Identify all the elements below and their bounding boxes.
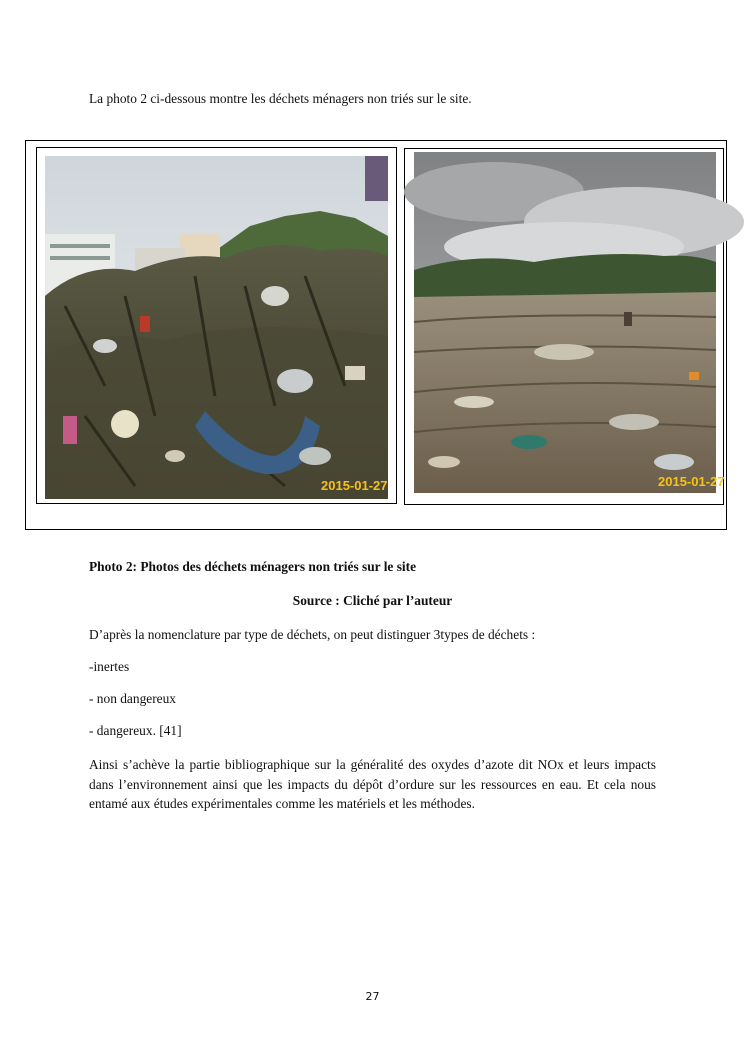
body-paragraph: Ainsi s’achève la partie bibliographique sur la généralité des oxydes d’azote dit NOx et leurs impacts dans l’environnement ainsi que les impacts du dépôt d’ordure sur les ressources en eau. Et cela nous entamé aux études expérimentales comme les matériels et les méthodes. bbox=[89, 757, 656, 811]
figure-source: Source : Cliché par l’auteur bbox=[292, 593, 453, 608]
list-intro: D’après la nomenclature par type de déchets, on peut distinguer 3types de déchets : bbox=[89, 627, 536, 642]
date-stamp-left: 2015-01-27 bbox=[321, 478, 388, 493]
photo-figure-frame bbox=[25, 140, 727, 530]
list-item: -inertes bbox=[89, 659, 130, 674]
photo-left-frame bbox=[36, 147, 397, 504]
landfill-photo-right bbox=[414, 152, 725, 493]
list-item: - dangereux. [41] bbox=[89, 723, 182, 738]
photo-right-frame bbox=[404, 148, 724, 505]
list-item: - non dangereux bbox=[89, 691, 177, 706]
landfill-photo-left bbox=[45, 156, 388, 499]
date-stamp-right: 2015-01-27 bbox=[658, 474, 725, 489]
figure-caption: Photo 2: Photos des déchets ménagers non triés sur le site bbox=[89, 559, 417, 574]
page-number: 27 bbox=[365, 990, 380, 1003]
intro-text: La photo 2 ci-dessous montre les déchets ménagers non triés sur le site. bbox=[89, 91, 472, 106]
